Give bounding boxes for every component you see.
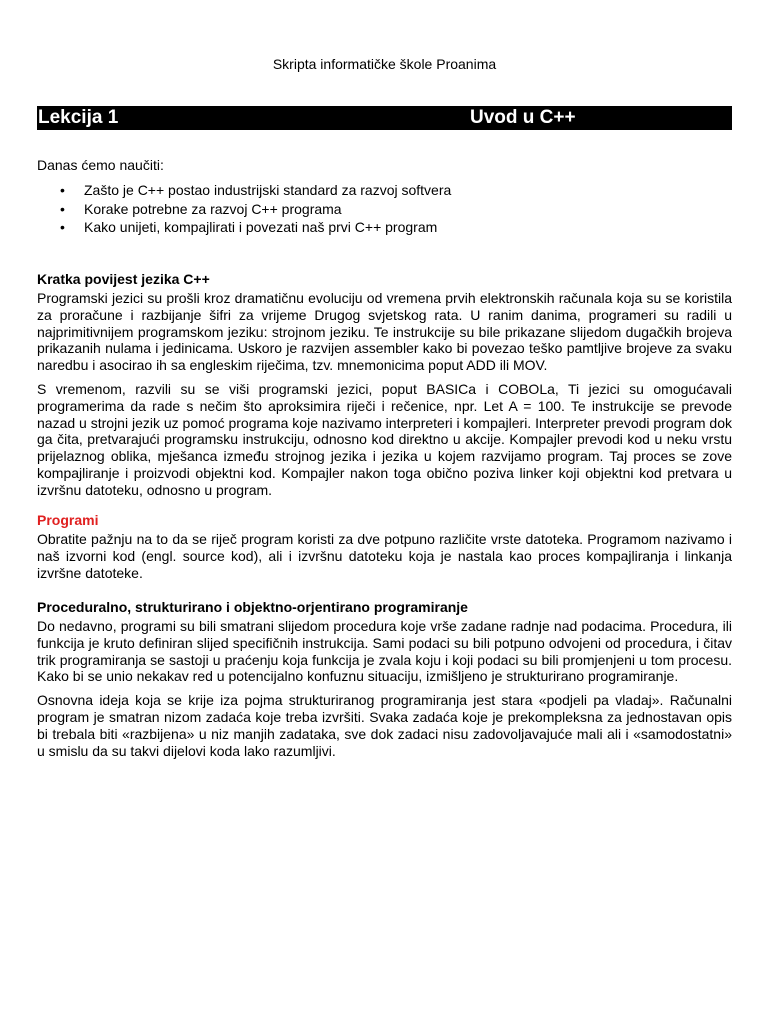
section-heading: Proceduralno, strukturirano i objektno-orjentirano programiranje [37, 599, 468, 615]
list-item [37, 200, 732, 219]
list-item-text: Zašto je C++ postao industrijski standard za razvoj softvera [84, 182, 452, 198]
section-paragraph: Do nedavno, programi su bili smatrani slijedom procedura koje vrše zadane radnje nad podacima. Procedura, ili funkcija je kruto definiran slijed specifičnih instrukcija. Sami podaci su bili potpuno odvojeni od procedura, i čitav trik programiranja se sastoji u praćenju koja funkcija je zvala koju i koji podaci su bili promjenjeni u tom procesu. Kako bi se unio nekakav red u potencijalno konfuznu situaciju, izmišljeno je strukturirano programiranje. [37, 618, 732, 685]
section-programs [37, 511, 732, 581]
section-paragraph: Programski jezici su prošli kroz dramatičnu evoluciju od vremena prvih elektronskih računala koja su se koristila za proračune i razbijanje šifri za vrijeme Drugog svjetskog rata. U ranim danima, programeri su radili u najprimitivnijem programskom jeziku: strojnom jeziku. Te instrukcije su bile prikazane slijedom dugačkih brojeva prikazanih nulama i jedinicama. Uskoro je razvijen assembler kako bi povezao teško pamtljive brojeve za svaku naredbu i asocirao ih sa engleskim riječima, tzv. mnemonicima poput ADD ili MOV. [37, 290, 732, 374]
running-header: Skripta informatičke škole Proanima [272, 56, 497, 72]
bullet-icon: • [60, 219, 65, 235]
list-item-text: Korake potrebne za razvoj C++ programa [84, 200, 342, 217]
intro-lead: Danas ćemo naučiti: [37, 157, 164, 173]
list-item [37, 181, 732, 200]
lesson-number: Lekcija 1 [38, 107, 119, 128]
lesson-title: Uvod u C++ [470, 107, 576, 128]
bullet-icon: • [60, 182, 65, 198]
section-heading: Programi [37, 512, 99, 528]
section-paragraph: S vremenom, razvili su se viši programski jezici, poput BASICa i COBOLa, Ti jezici su omogućavali programerima da rade s nečim što aproksimira riječi i rečenice, npr. Let A = 100. Te instrukcije se prevode nazad u strojni jezik uz pomoć programa koje nazivamo interpreteri i kompajleri. Interpreter prevodi program dok ga čita, pretvarajući programsku instrukciju, odnosno kod direktno u akcije. Kompajler prevodi kod u neku vrstu prijelaznog oblika, mješanca između strojnog jezika i jezika u kojem razvijamo program. Taj proces se zove kompajliranje i proizvodi objektni kod. Kompajler nakon toga obično poziva linker koji objektni kod pretvara u izvršnu datoteku, odnosno u program. [37, 380, 732, 498]
list-item [37, 218, 732, 237]
bullet-icon: • [60, 200, 65, 217]
learning-goals-list [37, 181, 732, 237]
section-heading: Kratka povijest jezika C++ [37, 271, 210, 287]
section-paragraph: Osnovna ideja koja se krije iza pojma strukturiranog programiranja jest stara «podjeli pa vladaj». Računalni program je smatran nizom zadaća koje treba izvršiti. Svaka zadaća koje je prekompleksna za jednostavan opis bi trebala biti «razbijena» u niz manjih zadataka, sve dok zadaci nisu zadovoljavajuće mali ali i «samodostatni» u smislu da su takvi dijelovi koda lako razumljivi. [37, 692, 732, 759]
section-history [37, 270, 732, 499]
lesson-title-bar [37, 106, 732, 130]
list-item-text: Kako unijeti, kompajlirati i povezati naš prvi C++ program [84, 219, 438, 235]
section-programming-paradigms [37, 598, 732, 759]
section-paragraph: Obratite pažnju na to da se riječ program koristi za dve potpuno različite vrste datoteka. Programom nazivamo i naš izvorni kod (engl. source kod), ali i izvršnu datoteku koja je nastala kao proces kompajliranja i linkanja izvršne datoteke. [37, 531, 732, 581]
